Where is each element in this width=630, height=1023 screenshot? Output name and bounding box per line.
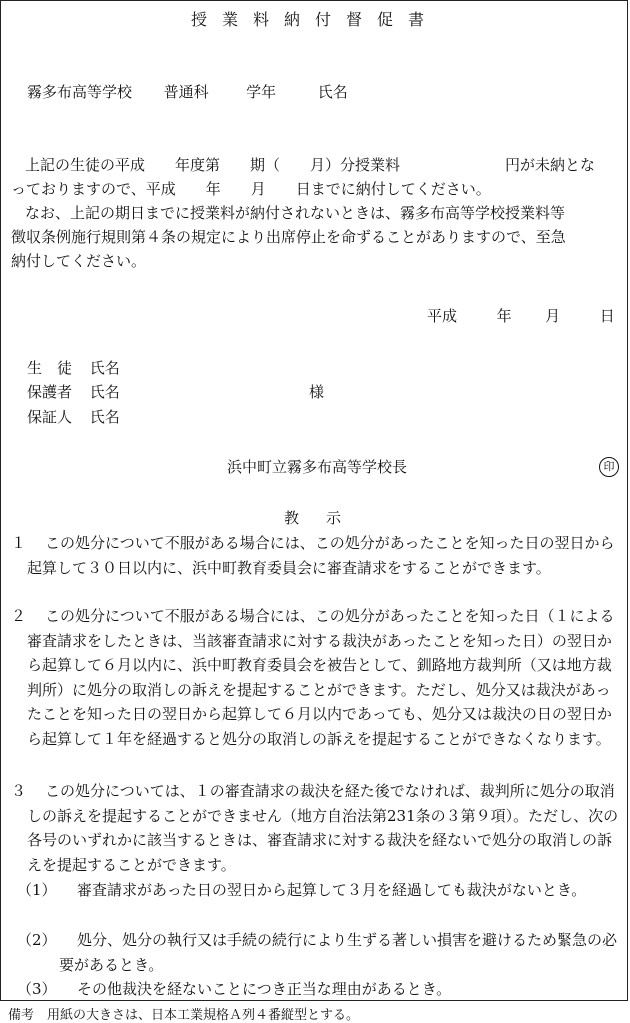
footnote: 備考 用紙の大きさは、日本工業規格Ａ列４番縦型とする。: [8, 1008, 360, 1023]
instruction-item: [11, 604, 623, 751]
sub-item-number: （2）: [17, 931, 57, 949]
notice-body: [11, 153, 623, 273]
instruction-heading: 教 示: [284, 509, 348, 527]
body-line: っておりますので、平成 年 月 日までに納付してください。: [11, 180, 491, 198]
instruction-number: ３: [11, 782, 27, 800]
body-line: 納付してください。: [11, 252, 147, 270]
guardian-role: 保護者: [27, 383, 73, 401]
sub-item: [17, 977, 621, 1002]
guarantor-signatory: [27, 406, 120, 427]
body-line: 徴収条例施行規則第４条の規定により出席停止を命ずることがありますので、至急: [11, 228, 566, 246]
date-month: 月: [545, 307, 561, 325]
instruction-number: １: [11, 534, 27, 552]
sub-item-number: （1）: [17, 881, 57, 899]
student-line: [27, 81, 348, 102]
guardian-signatory-label: 氏名: [89, 383, 120, 401]
student-role: 生 徒: [27, 359, 73, 377]
sub-item-text: 審査請求があった日の翌日から起算して３月を経過しても裁決がないとき。: [77, 881, 587, 899]
sub-item: [17, 928, 621, 977]
body-line: なお、上記の期日までに授業料が納付されないときは、霧多布高等学校授業料等: [25, 204, 566, 222]
date-day: 日: [599, 307, 615, 325]
student-signatory-label: 氏名: [89, 359, 120, 377]
document-title: 授業料納付督促書: [190, 10, 439, 29]
honorific: 様: [309, 383, 325, 401]
sub-item: [17, 878, 621, 903]
sub-item-text: その他裁決を経ないことにつき正当な理由があるとき。: [77, 980, 452, 998]
instruction-item: [11, 531, 623, 580]
guarantor-signatory-label: 氏名: [89, 408, 120, 426]
instruction-text: この処分については、１の審査請求の裁決を経た後でなければ、裁判所に処分の取消しの訴えを提起することができません（地方自治法第231条の３第９項）。ただし、次の各号のいずれかに該当するときは、審査請求に対する裁決を経ないで処分の取消しの訴えを提起することができます。: [27, 782, 619, 874]
grade-label: 学年: [246, 83, 277, 101]
school-name: 霧多布高等学校: [27, 83, 133, 101]
instruction-text: この処分について不服がある場合には、この処分があったことを知った日（１による審査請求をしたときは、当該審査請求に対する裁決があったことを知った日）の翌日から起算して６月以内に、浜中町教育委員会を被告として、釧路地方裁判所（又は地方裁判所）に処分の取消しの訴えを提起することができます。ただし、処分又は裁決があったことを知った日の翌日から起算して６月以内であっても、処分又は裁決の日の翌日から起算して１年を経過すると処分の取消しの訴えを提起することができなくなります。: [27, 607, 615, 748]
guarantor-role: 保証人: [27, 408, 73, 426]
seal-icon: 印: [599, 457, 619, 477]
seal-mark: [599, 456, 619, 477]
instruction-text: この処分について不服がある場合には、この処分があったことを知った日の翌日から起算して３０日以内に、浜中町教育委員会に審査請求をすることができます。: [27, 534, 615, 577]
student-signatory: [27, 357, 120, 378]
student-name-label: 氏名: [317, 83, 348, 101]
body-line: 上記の生徒の平成 年度第 期（ 月）分授業料 円が未納とな: [25, 156, 596, 174]
guardian-signatory: [27, 381, 120, 402]
date-era: 平成: [427, 307, 458, 325]
issue-date: [427, 305, 615, 326]
date-year: 年: [496, 307, 512, 325]
course-name: 普通科: [163, 83, 209, 101]
sub-item-text: 処分、処分の執行又は手続の続行により生ずる著しい損害を避けるため緊急の必要があるとき。: [59, 931, 618, 974]
instruction-item: [11, 779, 623, 877]
instruction-number: ２: [11, 607, 27, 625]
issuer-name: 浜中町立霧多布高等学校長: [227, 458, 408, 476]
sub-item-number: （3）: [17, 980, 57, 998]
